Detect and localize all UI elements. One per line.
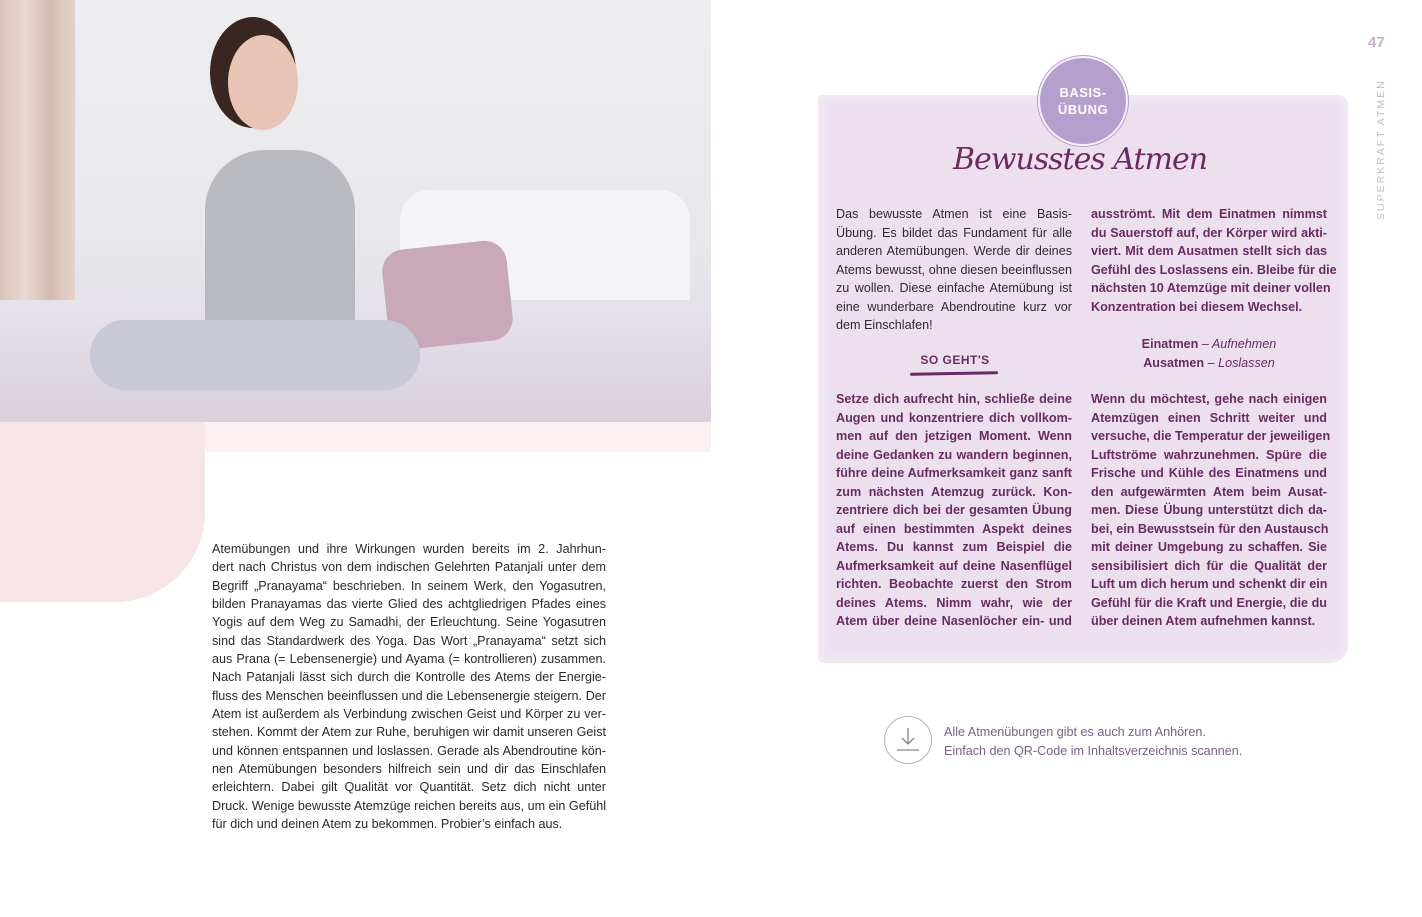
person-head	[228, 35, 298, 130]
text-line: und können entspannen und loslassen. Gerade als Abendroutine kön-	[212, 743, 606, 758]
text-line: sensibilisiert dich für die Qualität der	[1091, 558, 1327, 573]
text-line: Augen und konzentriere dich vollkom-	[836, 410, 1072, 425]
text-line: auf einen bestimmten Aspekt deines	[836, 521, 1072, 536]
text-line: Frische und Kühle des Einatmens und	[1091, 466, 1327, 480]
text-line: Wenn du möchtest, gehe nach einigen	[1091, 392, 1327, 406]
text-line: mit deiner Umgebung zu schaffen. Sie	[1091, 540, 1327, 554]
text-line: viert. Mit dem Ausatmen stellt sich das	[1091, 244, 1327, 258]
person-legs	[90, 320, 420, 390]
text-line: Atems. Du kannst zum Beispiel die	[836, 540, 1072, 554]
text-line: Nach Patanjali lässt sich durch die Kontrolle des Atems der Energie-	[212, 670, 606, 685]
text-line: men auf den jetzigen Moment. Wenn	[836, 429, 1072, 443]
text-line: nächsten 10 Atemzüge mit deiner vollen	[1091, 281, 1331, 295]
text-line: Setze dich aufrecht hin, schließe deine	[836, 392, 1072, 406]
text-line: zu wollen. Diese einfache Atemübung ist	[836, 281, 1072, 295]
text-line: Atemzügen einen Schritt weiter und	[1091, 410, 1327, 425]
text-line: zentriere dich bei der gesamten Übung	[836, 503, 1072, 517]
text-line: dem Einschlafen!	[836, 318, 933, 332]
meditation-photo	[0, 0, 711, 422]
text-line: Yogis auf dem Weg zu Samadhi, der Erleuchtung. Seine Yogasutren	[212, 615, 606, 630]
mantra-line: Ausatmen – Loslassen	[1143, 355, 1275, 370]
text-line: Begriff „Pranayama“ beschrieben. In seinem Werk, den Yogasutren,	[212, 578, 606, 593]
how-to-heading: SO GEHT'S	[920, 353, 990, 367]
page-number: 47	[1368, 34, 1385, 51]
audio-note-line: Alle Atmenübungen gibt es auch zum Anhören.	[944, 725, 1206, 739]
intro-text-continued	[1091, 205, 1337, 316]
download-icon	[884, 716, 932, 764]
badge-line: BASIS-	[1059, 85, 1107, 100]
text-line: über deinen Atem aufnehmen kannst.	[1091, 614, 1316, 628]
text-line: erleichtern. Dabei gilt Qualität vor Quantität. Setz dich nicht unter	[212, 780, 606, 795]
text-line: anderen Atemübungen. Werde dir deines	[836, 244, 1072, 258]
decorative-blob	[0, 422, 205, 602]
text-line: fluss des Menschen beeinflussen und die Lebensenergie steigern. Der	[212, 688, 606, 703]
text-line: Atem ist außerdem als Verbindung zwischen Geist und Körper zu ver-	[212, 707, 606, 722]
text-line: Luft um dich herum und schenkt dir ein	[1091, 577, 1328, 591]
steps-left	[836, 390, 1072, 631]
text-line: für dich und deinen Atem zu bekommen. Probier’s einfach aus.	[212, 817, 563, 832]
text-line: ausströmt. Mit dem Einatmen nimmst	[1091, 207, 1327, 221]
text-line: Gefühl des Loslassens ein. Bleibe für die	[1091, 262, 1337, 277]
exercise-title: Bewusstes Atmen	[952, 142, 1208, 177]
decorative-band	[205, 422, 711, 452]
text-line: Atem über deine Nasenlöcher ein- und	[836, 614, 1072, 628]
text-line: Gefühl für die Kraft und Energie, die du	[1091, 595, 1327, 610]
text-line: Druck. Wenige bewusste Atemzüge reichen bereits aus, um ein Gefühl	[212, 798, 606, 813]
text-line: den aufgewärmten Atem beim Ausat-	[1091, 484, 1327, 499]
text-line: du Sauerstoff auf, der Körper wird akti-	[1091, 225, 1327, 240]
text-line: sind das Standardwerk des Yoga. Das Wort „Pranayama“ setzt sich	[212, 633, 606, 648]
text-line: dert nach Christus von dem indischen Gelehrten Patanjali unter dem	[212, 560, 606, 575]
text-line: Konzentration bei diesem Wechsel.	[1091, 299, 1303, 314]
badge-line: ÜBUNG	[1057, 102, 1109, 117]
text-line: aus Prana (= Lebensenergie) und Ayama (= kontrollieren) zusammen.	[212, 652, 606, 667]
text-line: Übung. Es bildet das Fundament für alle	[836, 225, 1072, 240]
mantra-line: Einatmen – Aufnehmen	[1141, 337, 1277, 351]
text-line: führe deine Aufmerksamkeit ganz sanft	[836, 466, 1072, 480]
basis-badge	[1038, 56, 1128, 146]
curtain	[0, 0, 75, 340]
audio-note-line: Einfach den QR-Code im Inhaltsverzeichnis scannen.	[944, 744, 1243, 758]
intro-text	[836, 205, 1072, 335]
text-line: Luftströme wahrzunehmen. Spüre die	[1091, 447, 1327, 462]
text-line: deine Gedanken zu wandern beginnen,	[836, 447, 1072, 462]
text-line: Atems bewusst, ohne diesen beeinflussen	[836, 262, 1072, 277]
running-header: SUPERKRAFT ATMEN	[1375, 79, 1387, 220]
text-line: versuche, die Temperatur der jeweiligen	[1091, 429, 1331, 443]
text-line: Aufmerksamkeit auf deine Nasenflügel	[836, 558, 1072, 573]
text-line: men. Diese Übung unterstützt dich da-	[1091, 503, 1327, 517]
text-line: stehen. Kommt der Atem zur Ruhe, beruhigen wir damit unseren Geist	[212, 725, 606, 740]
steps-right	[1091, 390, 1331, 631]
text-line: deines Atems. Nimm wahr, wie der	[836, 595, 1072, 610]
text-line: Atemübungen und ihre Wirkungen wurden bereits im 2. Jahrhun-	[212, 542, 606, 556]
left-body-text	[212, 540, 606, 834]
text-line: bei, ein Bewusstsein für den Austausch	[1091, 521, 1329, 536]
text-line: richten. Beobachte zuerst den Strom	[836, 577, 1072, 591]
text-line: Das bewusste Atmen ist eine Basis-	[836, 207, 1072, 221]
text-line: eine wunderbare Abendroutine kurz vor	[836, 299, 1072, 314]
mantra	[1091, 335, 1327, 372]
text-line: zum nächsten Atemzug zurück. Kon-	[836, 484, 1072, 499]
text-line: bilden Pranayamas das vierte Glied des achtgliedrigen Pfades eines	[212, 597, 606, 612]
text-line: nen Atemübungen besonders hilfreich sein und dir das Einschlafen	[212, 762, 606, 777]
audio-note	[944, 723, 1242, 761]
